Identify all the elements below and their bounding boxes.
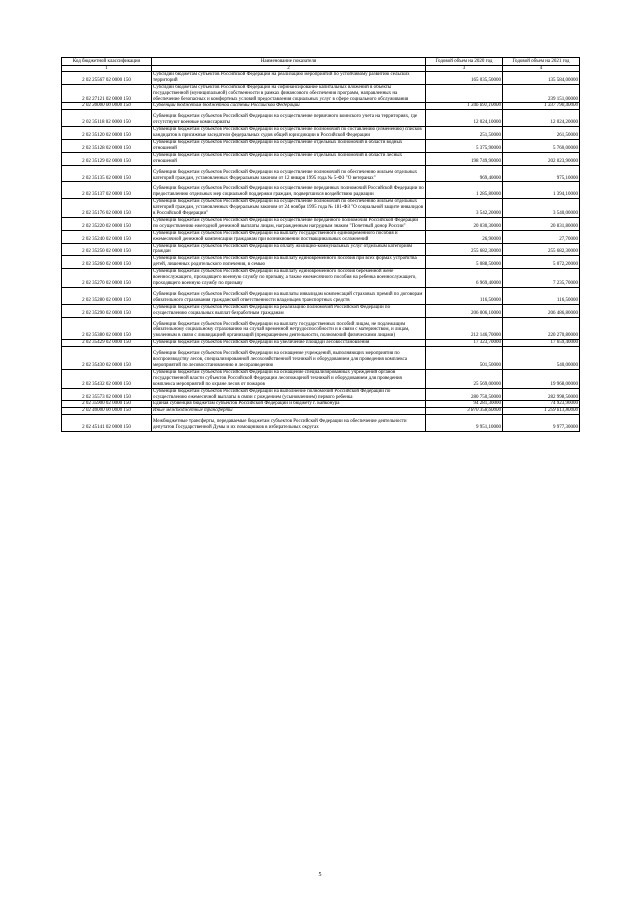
budget-code-cell: 2 02 35430 02 0000 150: [62, 347, 152, 370]
table-row: [62, 199, 580, 218]
indicator-name-cell: Субсидии бюджетам субъектов Российской Федерации на софинансирование капитальных вложений в объекты государственной (муниципальной) собственности в рамках финансового обеспечения программ, направленных на обеспечение безопасных и комфортных условий предоставления социальных услуг в сфере социального обслуживания: [152, 84, 426, 103]
value-2021-cell: 261,50000: [503, 127, 580, 140]
column-number: 2: [152, 65, 426, 71]
indicator-name-cell: Субвенции бюджетам субъектов Российской Федерации на осуществление переданного полномочия Российской Федерации по осуществлению ежегодной денежной выплаты лицам, награжденным нагрудным знаком "Почетный донор России": [152, 217, 426, 230]
budget-code-cell: 2 02 35573 02 0000 150: [62, 388, 152, 401]
value-2021-cell: 19 968,00000: [503, 369, 580, 388]
budget-code-cell: 2 02 40000 00 0000 150: [62, 408, 152, 415]
budget-table: [61, 57, 580, 432]
budget-code-cell: 2 02 35260 02 0000 150: [62, 256, 152, 269]
budget-code-cell: 2 02 35137 02 0000 150: [62, 182, 152, 199]
value-2021-cell: 975,10000: [503, 165, 580, 182]
table-row: [62, 139, 580, 152]
budget-code-cell: 2 02 35176 02 0000 150: [62, 199, 152, 218]
indicator-name-cell: Субвенции бюджетам субъектов Российской Федерации на увеличение площади лесовосстановления: [152, 340, 426, 347]
budget-code-cell: 2 02 27121 02 0000 150: [62, 84, 152, 103]
indicator-name-cell: Субвенции бюджетам субъектов Российской Федерации на выплаты инвалидам компенсаций страховых премий по договорам обязательного страхования гражданской ответственности владельцев транспортных средств: [152, 287, 426, 304]
value-2021-cell: 1 394,10000: [503, 182, 580, 199]
budget-code-cell: 2 02 35432 02 0000 150: [62, 369, 152, 388]
table-row: [62, 165, 580, 182]
value-2021-cell: 220 270,80000: [503, 317, 580, 340]
budget-code-cell: 2 02 35120 02 0000 150: [62, 127, 152, 140]
value-2021-cell: 5 072,20000: [503, 256, 580, 269]
value-2020-cell: 116,50000: [426, 287, 503, 304]
indicator-name-cell: Субвенции бюджетам субъектов Российской Федерации на осуществление отдельных полномочий в области водных отношений: [152, 139, 426, 152]
value-2021-cell: 202 023,90000: [503, 152, 580, 165]
budget-code-cell: 2 02 35128 02 0000 150: [62, 139, 152, 152]
value-2021-cell: 20 831,80000: [503, 217, 580, 230]
table-row: [62, 369, 580, 388]
table-row: [62, 401, 580, 408]
budget-code-cell: 2 02 35240 02 0000 150: [62, 230, 152, 243]
indicator-name-cell: Субвенции бюджетам субъектов Российской Федерации на оснащение специализированных учреждений органов государственной власти субъектов Российской Федерации лесопожарной техникой и оборудованием для проведения комплекса мероприятий по охране лесов от пожаров: [152, 369, 426, 388]
value-2020-cell: 5 375,90000: [426, 139, 503, 152]
indicator-name-cell: Субвенции бюджетам субъектов Российской Федерации на оплату жилищно-коммунальных услуг отдельным категориям граждан: [152, 243, 426, 256]
budget-code-cell: 2 02 35429 02 0000 150: [62, 340, 152, 347]
indicator-name-cell: Субвенции бюджетам субъектов Российской Федерации на выплату государственных пособий лицам, не подлежащим обязательному социальному страхованию на случай временной нетрудоспособности и в связи с материнством, и лицам, уволенным в связи с ликвидацией организаций (прекращением деятельности, полномочий физическими лицами): [152, 317, 426, 340]
value-2020-cell: [426, 84, 503, 103]
value-2021-cell: 1 337 790,40000: [503, 103, 580, 110]
value-2020-cell: 9 951,10000: [426, 415, 503, 432]
table-row: [62, 84, 580, 103]
value-2021-cell: 282 998,50000: [503, 388, 580, 401]
budget-code-cell: 2 02 35900 02 0000 150: [62, 401, 152, 408]
table-row: [62, 317, 580, 340]
budget-code-cell: 2 02 35380 02 0000 150: [62, 317, 152, 340]
value-2020-cell: 12 024,10000: [426, 110, 503, 127]
indicator-name-cell: Субвенции бюджетам субъектов Российской Федерации на осуществление полномочий по составлению (изменению) списков кандидатов в присяжные заседатели федеральных судов общей юрисдикции в Российской Федерации: [152, 127, 426, 140]
value-2020-cell: 501,50000: [426, 347, 503, 370]
table-body: [62, 71, 580, 431]
value-2021-cell: 206 486,80000: [503, 304, 580, 317]
value-2021-cell: 135 584,00000: [503, 71, 580, 84]
value-2020-cell: 206 006,10000: [426, 304, 503, 317]
table-row: [62, 269, 580, 288]
table-row: [62, 182, 580, 199]
indicator-name-cell: Субвенции бюджетам субъектов Российской Федерации на осуществление полномочий по обеспечению жильем отдельных категорий граждан, установленных Федеральным законом от 12 января 1995 года № 5-ФЗ "О ветеранах": [152, 165, 426, 182]
value-2020-cell: 280 750,50000: [426, 388, 503, 401]
budget-code-cell: 2 02 35250 02 0000 150: [62, 243, 152, 256]
value-2020-cell: 25 569,00000: [426, 369, 503, 388]
value-2021-cell: 74 923,90000: [503, 401, 580, 408]
indicator-name-cell: Субвенции бюджетам субъектов Российской Федерации на осуществление первичного воинского учета на территориях, где отсутствуют военные комиссариаты: [152, 110, 426, 127]
table-row: [62, 217, 580, 230]
table-row: [62, 127, 580, 140]
table-row: [62, 110, 580, 127]
value-2021-cell: 12 024,20000: [503, 110, 580, 127]
value-2020-cell: 5 088,50000: [426, 256, 503, 269]
column-number: 1: [62, 65, 152, 71]
budget-code-cell: 2 02 35129 02 0000 150: [62, 152, 152, 165]
budget-code-cell: 2 02 35220 02 0000 150: [62, 217, 152, 230]
budget-code-cell: 2 02 35135 02 0000 150: [62, 165, 152, 182]
indicator-name-cell: Субвенции бюджетам субъектов Российской Федерации на выплату единовременного пособия при всех формах устройства детей, лишенных родительского попечения, в семью: [152, 256, 426, 269]
value-2021-cell: 17 659,40000: [503, 340, 580, 347]
value-2020-cell: 255 682,30000: [426, 243, 503, 256]
indicator-name-cell: Субвенции бюджетам субъектов Российской Федерации на выплату единовременного пособия беременной жене военнослужащего, проходящего военную службу по призыву, а также ежемесячного пособия на ребенка военнослужащего, проходящего военную службу по призыву: [152, 269, 426, 288]
indicator-name-cell: Субсидии бюджетам субъектов Российской Федерации на реализацию мероприятий по устойчивому развитию сельских территорий: [152, 71, 426, 84]
value-2021-cell: 27,70000: [503, 230, 580, 243]
value-2020-cell: 212 146,70000: [426, 317, 503, 340]
table-row: [62, 408, 580, 415]
table-row: [62, 71, 580, 84]
value-2021-cell: 1 259 613,80000: [503, 408, 580, 415]
header-code: Код бюджетной классификации: [62, 58, 152, 66]
table-row: [62, 287, 580, 304]
page-number: 5: [318, 872, 322, 878]
table-row: [62, 256, 580, 269]
value-2020-cell: 3 870 358,60000: [426, 408, 503, 415]
value-2020-cell: 1 285,80000: [426, 182, 503, 199]
indicator-name-cell: Единая субвенция бюджетам субъектов Российской Федерации и бюджету г. Байконура: [152, 401, 426, 408]
value-2021-cell: 255 682,30000: [503, 243, 580, 256]
indicator-name-cell: Субвенции бюджетам субъектов Российской Федерации на оснащение учреждений, выполняющих мероприятия по воспроизводству лесов, специализированной лесохозяйственной техникой и оборудованием для проведения комплекса мероприятий по лесовосстановлению и лесоразведению: [152, 347, 426, 370]
value-2020-cell: 3 542,20000: [426, 199, 503, 218]
table-row: [62, 152, 580, 165]
value-2020-cell: 20 030,30000: [426, 217, 503, 230]
value-2020-cell: 6 969,40000: [426, 269, 503, 288]
value-2021-cell: 116,50000: [503, 287, 580, 304]
column-number: 4: [503, 65, 580, 71]
value-2020-cell: 198 749,90000: [426, 152, 503, 165]
value-2020-cell: 17 323,70000: [426, 340, 503, 347]
table-row: [62, 243, 580, 256]
table-header-row: [62, 58, 580, 66]
budget-code-cell: 2 02 35118 02 0000 150: [62, 110, 152, 127]
table-row: [62, 230, 580, 243]
budget-code-cell: 2 02 35280 02 0000 150: [62, 287, 152, 304]
document-page: [61, 57, 579, 432]
value-2020-cell: 1 346 691,10000: [426, 103, 503, 110]
header-2021: Годовой объем на 2021 год: [503, 58, 580, 66]
indicator-name-cell: Субвенции бюджетам субъектов Российской Федерации на выполнение полномочий Российской Федерации по осуществлению ежемесячной выплаты в связи с рождением (усыновлением) первого ребенка: [152, 388, 426, 401]
table-row: [62, 415, 580, 432]
table-row: [62, 340, 580, 347]
header-name: Наименование показателя: [152, 58, 426, 66]
value-2021-cell: 239 151,00000: [503, 84, 580, 103]
header-2020: Годовой объем на 2020 год: [426, 58, 503, 66]
table-row: [62, 103, 580, 110]
budget-code-cell: 2 02 45141 02 0000 150: [62, 415, 152, 432]
value-2020-cell: 26,90000: [426, 230, 503, 243]
indicator-name-cell: Субвенции бюджетам субъектов Российской Федерации на осуществление отдельных полномочий в области лесных отношений: [152, 152, 426, 165]
value-2021-cell: 9 977,30000: [503, 415, 580, 432]
value-2020-cell: 165 035,50000: [426, 71, 503, 84]
budget-code-cell: 2 02 35270 02 0000 150: [62, 269, 152, 288]
budget-code-cell: 2 02 35290 02 0000 150: [62, 304, 152, 317]
table-row: [62, 388, 580, 401]
value-2020-cell: 251,50000: [426, 127, 503, 140]
indicator-name-cell: Субвенции бюджетам субъектов Российской Федерации на осуществление полномочий по обеспечению жильем отдельных категорий граждан, установленных Федеральным законом от 24 ноября 1995 года № 181-ФЗ "О социальной защите инвалидов в Российской Федерации": [152, 199, 426, 218]
table-row: [62, 347, 580, 370]
value-2021-cell: 540,00000: [503, 347, 580, 370]
value-2020-cell: 94 281,30000: [426, 401, 503, 408]
value-2021-cell: 7 235,70000: [503, 269, 580, 288]
indicator-name-cell: Субвенции бюджетам субъектов Российской Федерации на осуществление переданных полномочий Российской Федерации по предоставлению отдельных мер социальной поддержки граждан, подвергшихся воздействию радиации: [152, 182, 426, 199]
indicator-name-cell: Межбюджетные трансферты, передаваемые бюджетам субъектов Российской Федерации на обеспечение деятельности депутатов Государственной Думы и их помощников в избирательных округах: [152, 415, 426, 432]
budget-code-cell: 2 02 25567 02 0000 150: [62, 71, 152, 84]
value-2021-cell: 3 540,00000: [503, 199, 580, 218]
value-2020-cell: 969,40000: [426, 165, 503, 182]
budget-code-cell: 2 02 30000 00 0000 150: [62, 103, 152, 110]
table-row: [62, 304, 580, 317]
indicator-name-cell: Субвенции бюджетам субъектов Российской Федерации на выплату государственного единовременного пособия и ежемесячной денежной компенсации гражданам при возникновении поствакцинальных осложнений: [152, 230, 426, 243]
value-2021-cell: 5 760,00000: [503, 139, 580, 152]
column-number: 3: [426, 65, 503, 71]
indicator-name-cell: Субвенции бюджетам субъектов Российской Федерации на реализацию полномочий Российской Федерации по осуществлению социальных выплат безработным гражданам: [152, 304, 426, 317]
indicator-name-cell: Иные межбюджетные трансферты: [152, 408, 426, 415]
indicator-name-cell: Субвенции бюджетам бюджетной системы Российской Федерации: [152, 103, 426, 110]
